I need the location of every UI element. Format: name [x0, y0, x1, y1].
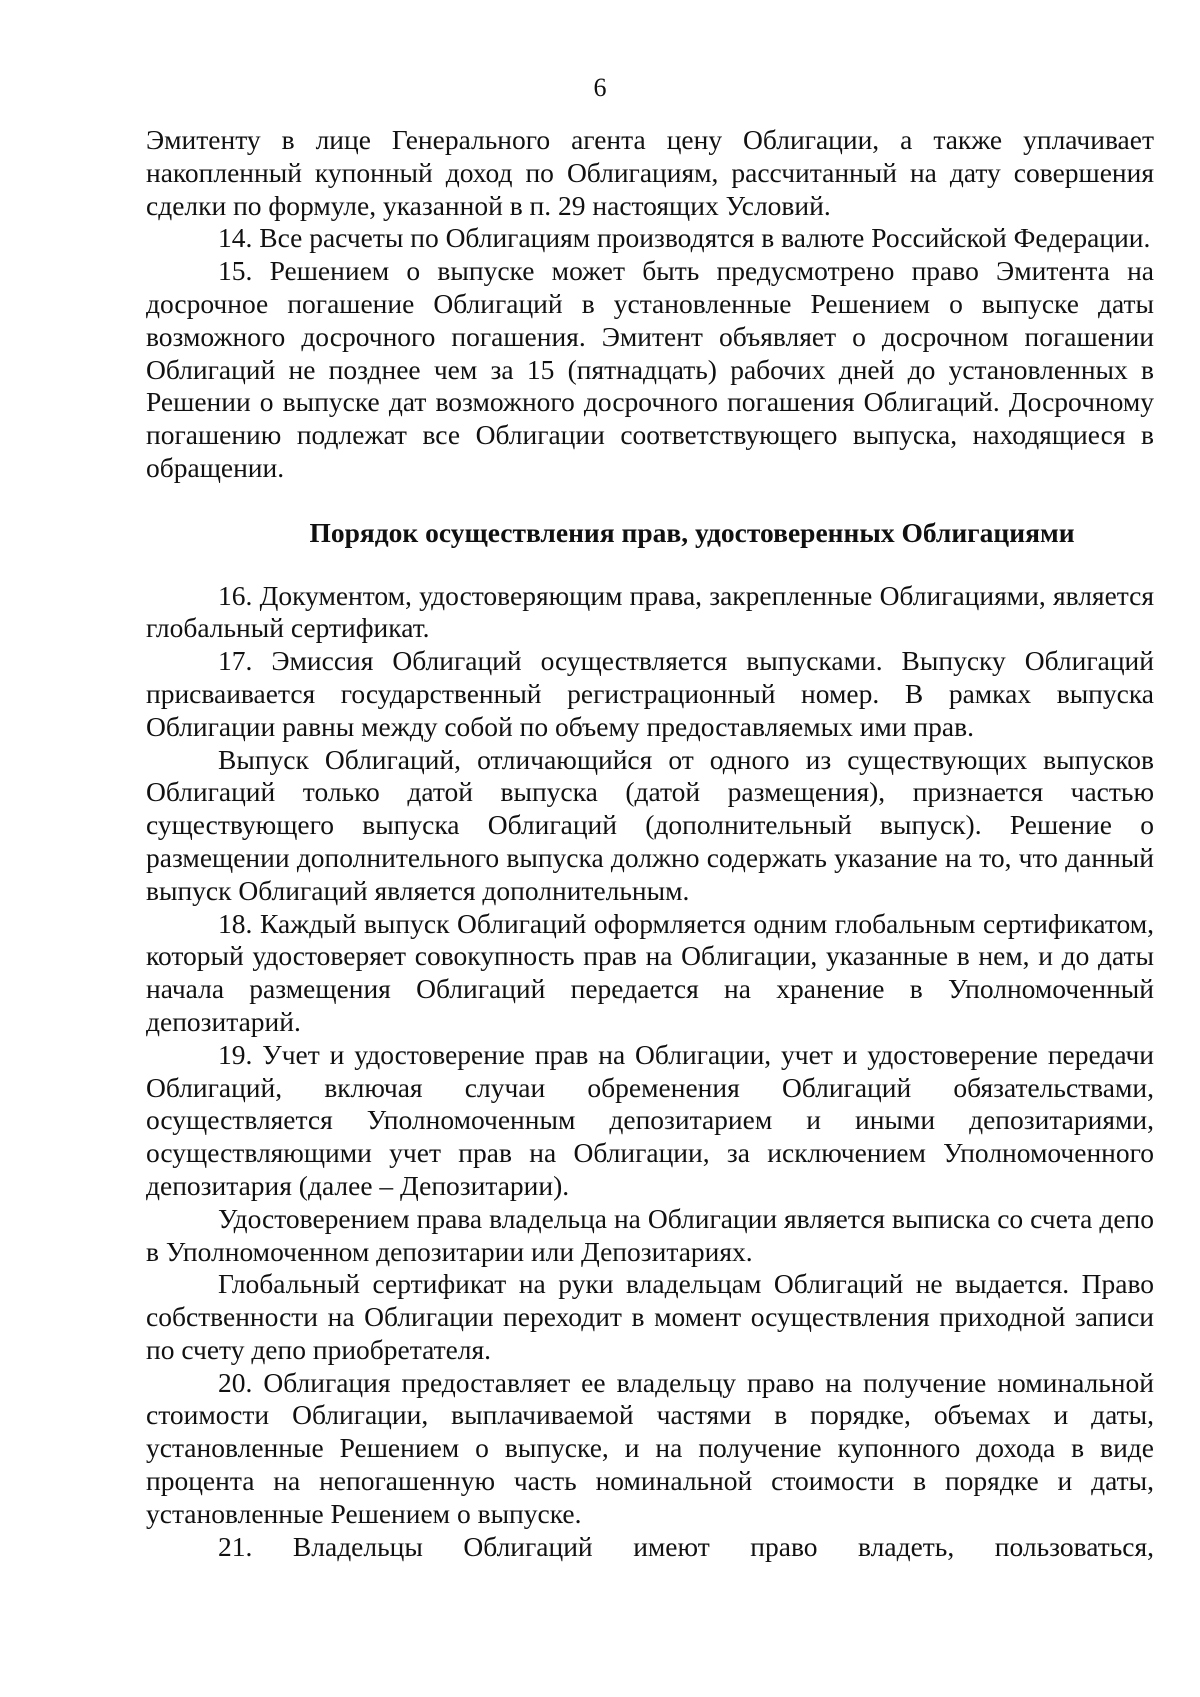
paragraph-18: 18. Каждый выпуск Облигаций оформляется одним глобальным сертификатом, который удостоверяет совокупность прав на Облигации, указанные в нем, и до даты начала размещения Облигаций передается на хранение в Уполномоченный депозитарий. — [146, 907, 1154, 1037]
paragraph-17-additional-issue: Выпуск Облигаций, отличающийся от одного из существующих выпусков Облигаций только датой выпуска (датой размещения), признается частью существующего выпуска Облигаций (дополнительный выпуск). Решение о размещении дополнительного выпуска должно содержать указание на то, что данный выпуск Облигаций является дополнительным. — [146, 743, 1154, 906]
page-number: 6 — [593, 73, 607, 102]
paragraph-15: 15. Решением о выпуске может быть предусмотрено право Эмитента на досрочное погашение Облигаций в установленные Решением о выпуске даты возможного досрочного погашения. Эмитент объявляет о досрочном погашении Облигаций не позднее чем за 15 (пятнадцать) рабочих дней до установленных в Решении о выпуске дат возможного досрочного погашения Облигаций. Досрочному погашению подлежат все Облигации соответствующего выпуска, находящиеся в обращении. — [146, 255, 1154, 483]
paragraph-19-certificate: Глобальный сертификат на руки владельцам Облигаций не выдается. Право собственности на Облигации переходит в момент осуществления приходной записи по счету депо приобретателя. — [146, 1268, 1154, 1365]
paragraph-16: 16. Документом, удостоверяющим права, закрепленные Облигациями, является глобальный сертификат. — [146, 579, 1154, 644]
document-body — [146, 124, 1154, 1563]
paragraph-continuation: Эмитенту в лице Генерального агента цену Облигации, а также уплачивает накопленный купонный доход по Облигациям, рассчитанный на дату совершения сделки по формуле, указанной в п. 29 настоящих Условий. — [146, 124, 1154, 221]
section-heading: Порядок осуществления прав, удостоверенных Облигациями — [309, 516, 1075, 548]
paragraph-14: 14. Все расчеты по Облигациям производятся в валюте Российской Федерации. — [218, 222, 1151, 254]
paragraph-20: 20. Облигация предоставляет ее владельцу право на получение номинальной стоимости Облигации, выплачиваемой частями в порядке, объемах и даты, установленные Решением о выпуске, и на получение купонного дохода в виде процента на непогашенную часть номинальной стоимости в порядке и даты, установленные Решением о выпуске. — [146, 1366, 1154, 1529]
paragraph-19: 19. Учет и удостоверение прав на Облигации, учет и удостоверение передачи Облигаций, включая случаи обременения Облигаций обязательствами, осуществляется Уполномоченным депозитарием и иными депозитариями, осуществляющими учет прав на Облигации, за исключением Уполномоченного депозитария (далее – Депозитарии). — [146, 1038, 1154, 1201]
paragraph-19-statement: Удостоверением права владельца на Облигации является выписка со счета депо в Уполномоченном депозитарии или Депозитариях. — [146, 1202, 1154, 1267]
paragraph-17: 17. Эмиссия Облигаций осуществляется выпусками. Выпуску Облигаций присваивается государственный регистрационный номер. В рамках выпуска Облигации равны между собой по объему предоставляемых ими прав. — [146, 645, 1154, 742]
paragraph-21: 21. Владельцы Облигаций имеют право владеть, пользоваться, — [218, 1530, 1154, 1562]
